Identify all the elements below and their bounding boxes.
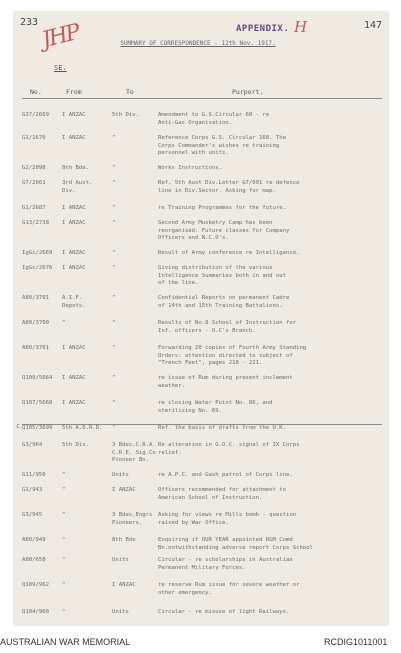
entry-from: " — [62, 537, 66, 543]
entry-no: A80/3701 — [22, 345, 49, 351]
entry-purport-line: relief. — [158, 449, 182, 456]
entry-purport-line: personnel with units. — [158, 150, 229, 156]
entry-from: I ANZAC — [62, 112, 86, 118]
entry-purport-line: line in Div.Sector. Asking for map. — [158, 187, 276, 194]
entry-purport-line: Anti-Gas Organisation. — [158, 119, 233, 126]
security-heading: SE. — [54, 64, 67, 72]
entry-no: A80/3701 — [22, 295, 49, 301]
entry-no: G11/950 — [22, 472, 46, 478]
table-header — [22, 88, 382, 98]
entry-purport-line: Circular - re misuse of light Railways. — [158, 609, 290, 615]
entry-purport-line: Officers and N.C.O's. — [158, 235, 229, 241]
entry-from: I ANZAC — [62, 205, 86, 211]
appendix-handwritten-mark: H — [294, 18, 308, 36]
entry-purport-line: American School of Instruction. — [158, 494, 263, 501]
entry-to: " — [112, 135, 116, 141]
entry-no: IgGc/2669 — [22, 250, 53, 256]
entry-to: " — [112, 320, 116, 326]
entry-to: " — [112, 205, 116, 211]
entry-purport-line: Orders: attention directed to subject of — [158, 352, 293, 359]
entry-purport-line: re closing Water Point No. 86, and — [158, 400, 273, 406]
entry-no: G1/943 — [22, 487, 43, 493]
entry-no: G13/2738 — [22, 220, 49, 226]
entry-from: I ANZAC — [62, 345, 86, 351]
entry-purport-line: Intelligence Summaries both in and out — [158, 272, 286, 279]
page-number: 147 — [364, 20, 383, 31]
entry-from: I ANZAC — [62, 375, 86, 381]
entry-purport-line: Forwarding 20 copies of Fourth Army Standing — [158, 345, 307, 351]
entry-purport-line: Ref. the basis of drafts from the U.K. — [158, 425, 286, 431]
footer-credit: AUSTRALIAN WAR MEMORIAL — [0, 637, 131, 647]
entry-to: 3 Bdes,Engrs Pioneers. — [112, 512, 153, 526]
entry-purport-line: weather. — [158, 382, 185, 389]
entry-purport-line: Corps Commander's wishes re training — [158, 142, 280, 149]
section-divider — [22, 424, 382, 425]
entry-to: " — [112, 165, 116, 171]
entry-no: A80/3700 — [22, 320, 49, 326]
entry-from: I ANZAC — [62, 220, 86, 226]
entry-purport-line: Enquiring if OUR YEAR appointed R&M Comd — [158, 537, 293, 543]
header-no: No. — [30, 88, 42, 96]
entry-no: Q104/960 — [22, 609, 49, 615]
handwritten-initials: JHP — [39, 19, 82, 54]
entry-to: I ANZAC — [112, 582, 136, 588]
entry-purport-line: reorganised. Future classes for Company — [158, 227, 290, 234]
header-to: To — [126, 88, 134, 96]
entry-from: " — [62, 487, 66, 493]
entry-no: Q109/5664 — [22, 375, 53, 381]
entry-to: 5th Div. — [112, 112, 139, 118]
entry-to: " — [112, 250, 116, 256]
entry-purport-line: Confidential Reports on permanent Cadre — [158, 295, 290, 301]
entry-from: 3rd Aust. Div. — [62, 180, 93, 194]
entry-no: G7/2661 — [22, 180, 46, 186]
entry-no: G37/2669 — [22, 112, 49, 118]
entry-from: 8th Bde. — [62, 165, 89, 171]
entry-from: A.I.F. Depots. — [62, 295, 86, 309]
entry-purport-line: Result of Army conference re Intelligence. — [158, 250, 300, 256]
entry-purport-line: Ref. 5th Aust Div.Letter G7/001 re defence — [158, 180, 300, 186]
entry-purport-line: Asking for views re Mills bomb - question — [158, 512, 297, 518]
entry-purport-line: raised by War Office. — [158, 519, 229, 526]
entry-purport-line: Works Instructions. — [158, 165, 222, 171]
entry-purport-line: sterilizing No. 69. — [158, 407, 222, 414]
entry-no: G1/2687 — [22, 205, 46, 211]
entry-to: " — [112, 375, 116, 381]
entry-purport-line: Giving distribution of the various — [158, 265, 273, 271]
entry-no: G2/2098 — [22, 165, 46, 171]
entry-purport-line: of 14th and 15th Training Battalions. — [158, 302, 283, 309]
entry-from: I ANZAC — [62, 135, 86, 141]
margin-mark: c — [16, 422, 21, 430]
entry-from: I ANZAC — [62, 265, 86, 271]
entry-to: " — [112, 425, 116, 431]
header-from: From — [66, 88, 82, 96]
entry-no: Q105/3699 — [22, 425, 53, 431]
entry-purport-line: Second Army Musketry Camp has been — [158, 220, 273, 226]
entry-purport-line: Officers recommended for attachment to — [158, 487, 286, 493]
header-divider — [22, 98, 382, 99]
entry-to: " — [112, 180, 116, 186]
entry-from: " — [62, 512, 66, 518]
entry-purport-line: Permanent Military Forces. — [158, 564, 246, 571]
entry-no: A80/658 — [22, 557, 46, 563]
entry-purport-line: Amendment to G.S.Circular 60 - re — [158, 112, 270, 118]
entry-purport-line: of the line. — [158, 280, 199, 286]
footer-catalogue-id: RCDIG1011001 — [324, 637, 388, 647]
entry-to: I ANZAC — [112, 487, 136, 493]
entry-from: " — [62, 557, 66, 563]
entry-purport-line: Inf. officers - O.C's Branch. — [158, 327, 256, 334]
entry-purport-line: re issue of Rum during present inclement — [158, 375, 293, 381]
entry-no: Q107/5668 — [22, 400, 53, 406]
document-title: SUMMARY OF CORRESPONDENCE - 12th Nov. 1917. — [120, 40, 276, 47]
entry-no: IgGc/2676 — [22, 265, 53, 271]
reference-number: 233 — [20, 17, 39, 28]
entry-to: " — [112, 400, 116, 406]
entry-no: Q109/962 — [22, 582, 49, 588]
entry-purport-line: Bn.notwithstanding adverse report Corps School — [158, 544, 313, 551]
entry-purport-line: re Training Programmes for the future. — [158, 205, 286, 211]
entry-to: Units — [112, 472, 129, 478]
entry-to: 3 Bdes,C.R.A. C.R.E. Sig.Co Pioneer Bn. — [112, 442, 156, 463]
entry-to: " — [112, 220, 116, 226]
entry-no: G3/964 — [22, 442, 43, 448]
entry-purport-line: Re alteration in G.O.C. signal of IX Corps — [158, 442, 300, 448]
entry-to: " — [112, 295, 116, 301]
entry-from: 5th Div. — [62, 442, 89, 448]
entry-from: " — [62, 320, 66, 326]
entry-no: G3/945 — [22, 512, 43, 518]
entry-purport-line: re A.P.C. and Gash patrol of Corps line. — [158, 472, 293, 478]
entry-purport-line: Circular - re scholarships in Australian — [158, 557, 293, 563]
entry-to: 8th Bde — [112, 537, 136, 543]
entry-purport-line: other emergency. — [158, 589, 212, 596]
entry-from: I ANZAC — [62, 400, 86, 406]
entry-from: " — [62, 609, 66, 615]
entry-no: A80/949 — [22, 537, 46, 543]
entry-to: " — [112, 265, 116, 271]
entry-from: " — [62, 582, 66, 588]
entry-purport-line: Results of No.8 School of Instruction for — [158, 320, 297, 326]
entry-purport-line: "Trench Feet", pages 218 - 221. — [158, 360, 263, 366]
entry-to: " — [112, 345, 116, 351]
entry-no: G1/1670 — [22, 135, 46, 141]
entry-to: Units — [112, 557, 129, 563]
entry-from: " — [62, 472, 66, 478]
document-page — [14, 12, 388, 625]
entry-purport-line: Reference Corps G.S. Circular 168. The — [158, 135, 286, 141]
header-purport: Purport. — [232, 88, 264, 96]
entry-from: 5th A.D.R.D. — [62, 425, 103, 431]
entry-purport-line: re reserve Rum issue for severe weather or — [158, 582, 300, 588]
entry-from: I ANZAC — [62, 250, 86, 256]
appendix-label: APPENDIX. — [236, 24, 290, 34]
entry-to: Units — [112, 609, 129, 615]
